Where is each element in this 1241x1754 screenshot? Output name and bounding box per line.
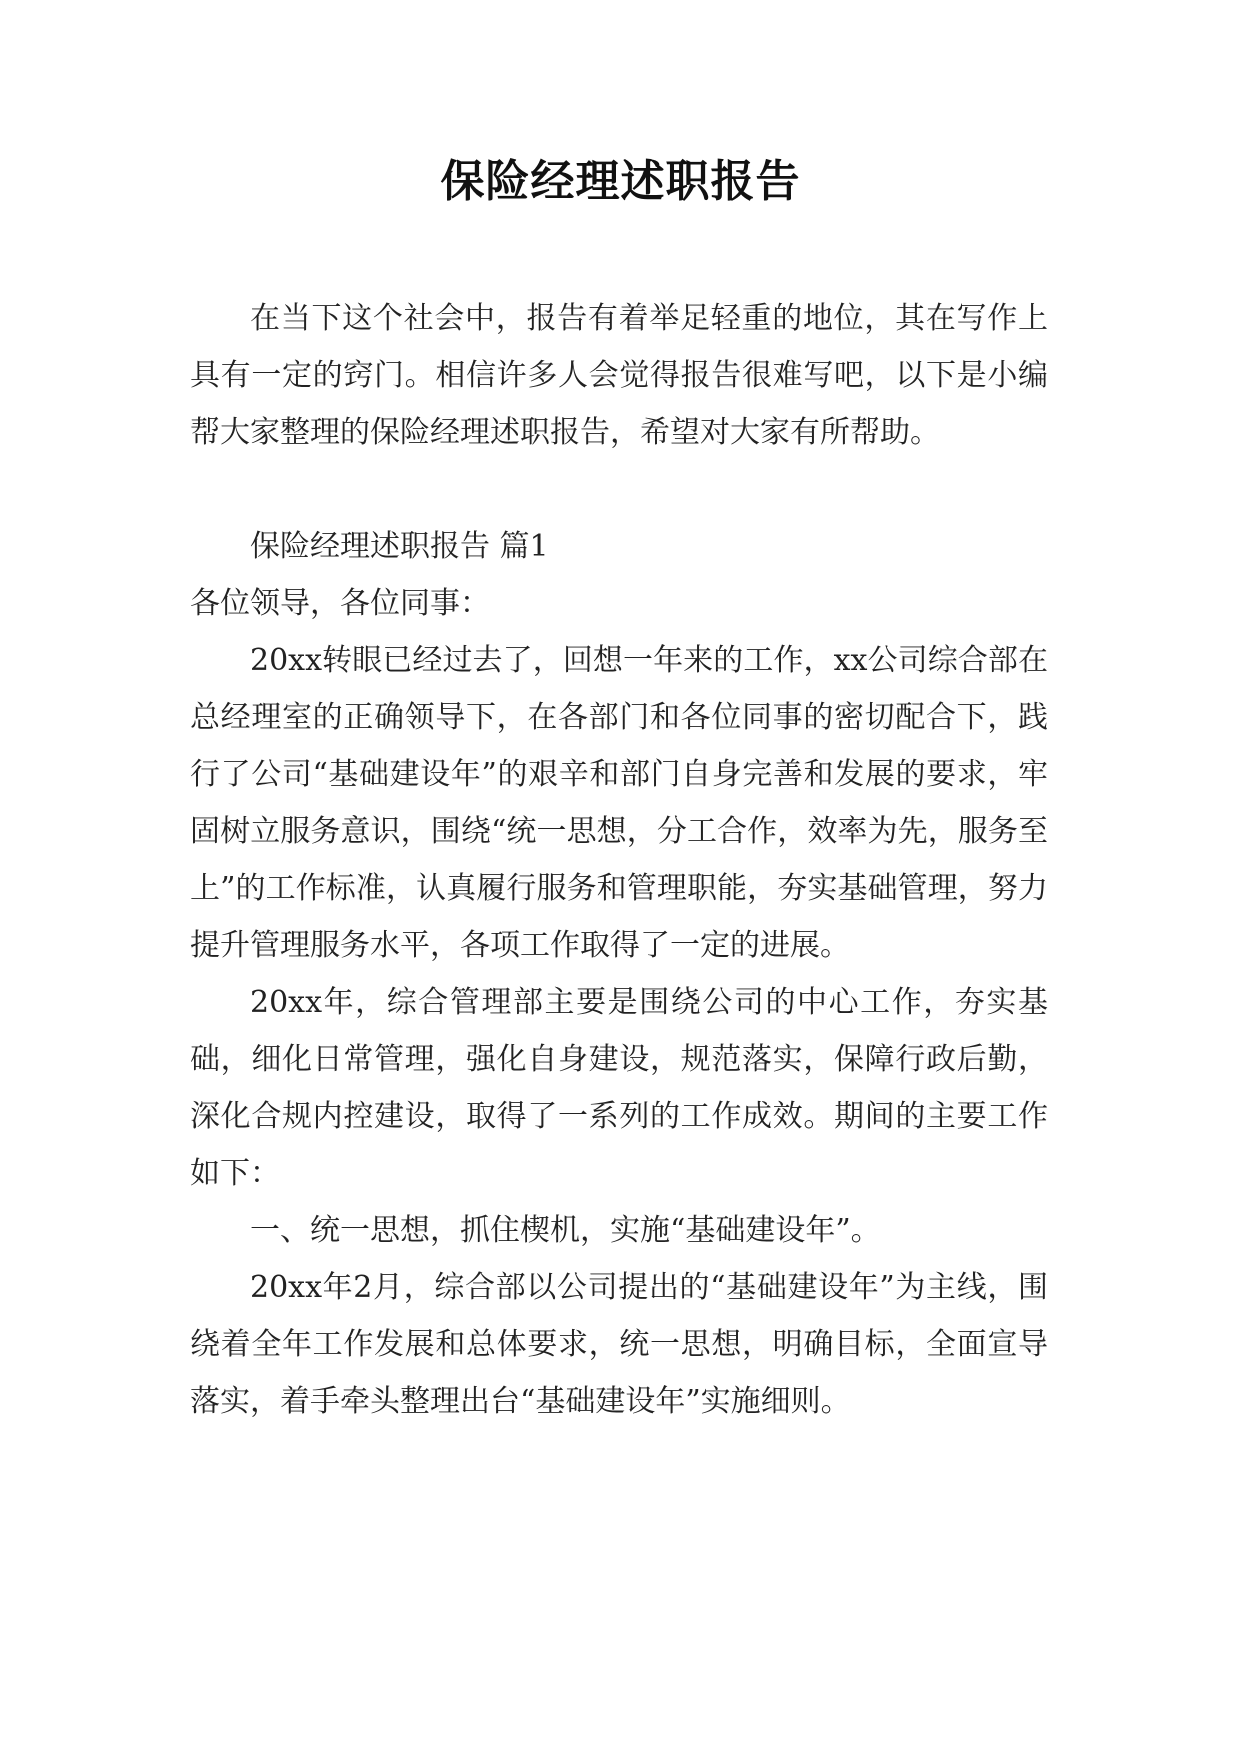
body-paragraph-1: 20xx转眼已经过去了，回想一年来的工作，xx公司综合部在总经理室的正确领导下，在各部门和各位同事的密切配合下，践行了公司“基础建设年”的艰辛和部门自身完善和发展的要求，牢固树立服务意识，围绕“统一思想，分工合作，效率为先，服务至上”的工作标准，认真履行服务和管理职能，夯实基础管理，努力提升管理服务水平，各项工作取得了一定的进展。	[190, 643, 1048, 963]
salutation: 各位领导，各位同事：	[190, 586, 490, 621]
body-paragraph-2: 20xx年，综合管理部主要是围绕公司的中心工作，夯实基础，细化日常管理，强化自身建设，规范落实，保障行政后勤，深化合规内控建设，取得了一系列的工作成效。期间的主要工作如下：	[190, 985, 1048, 1191]
intro-paragraph: 在当下这个社会中，报告有着举足轻重的地位，其在写作上具有一定的窍门。相信许多人会觉得报告很难写吧，以下是小编帮大家整理的保险经理述职报告，希望对大家有所帮助。	[190, 301, 1048, 450]
document-body	[190, 290, 1048, 1430]
body-paragraph-4: 20xx年2月，综合部以公司提出的“基础建设年”为主线，围绕着全年工作发展和总体要求，统一思想，明确目标，全面宣导落实，着手牵头整理出台“基础建设年”实施细则。	[190, 1270, 1048, 1419]
section-heading: 保险经理述职报告 篇1	[250, 529, 549, 564]
body-paragraph-3: 一、统一思想，抓住楔机，实施“基础建设年”。	[250, 1213, 881, 1248]
document-title: 保险经理述职报告	[440, 156, 801, 207]
paragraph-spacer	[190, 461, 1048, 518]
